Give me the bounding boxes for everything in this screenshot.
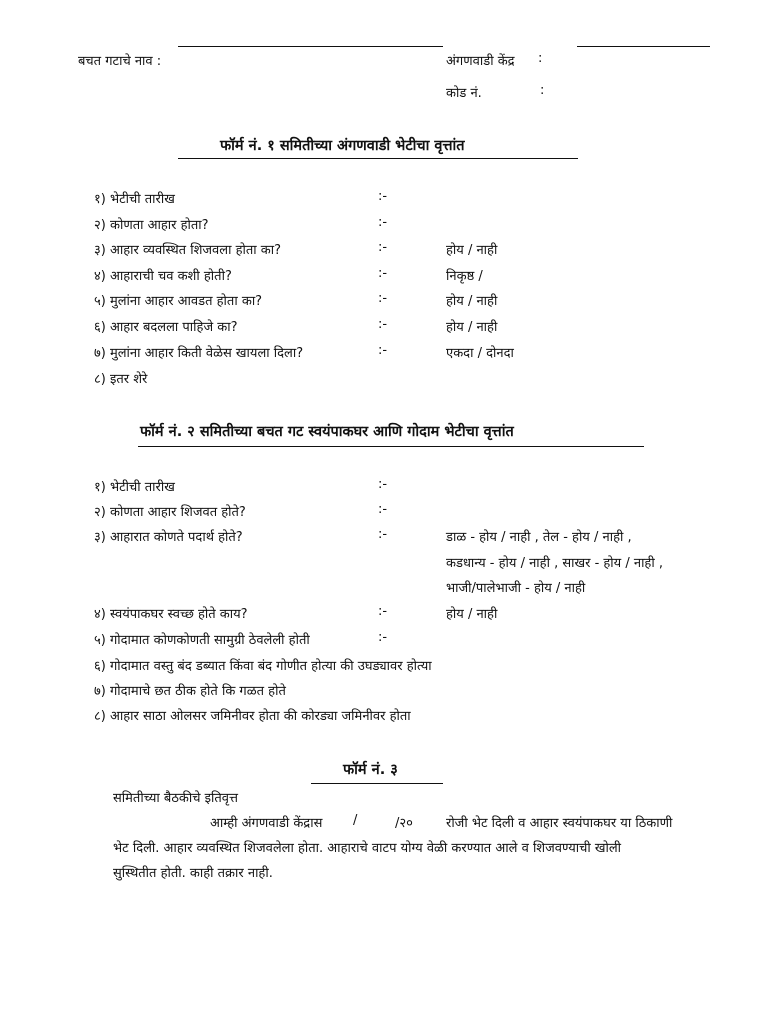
date-year: /२० bbox=[395, 816, 413, 831]
answer-options[interactable]: होय / नाही bbox=[446, 320, 498, 335]
question-text: ६) आहार बदलला पाहिजे का? bbox=[94, 320, 238, 335]
date-separator: / bbox=[353, 813, 358, 828]
anganwadi-field-line[interactable] bbox=[577, 46, 710, 47]
question-text: ३) आहार व्यवस्थित शिजवला होता का? bbox=[94, 243, 282, 258]
row-separator: :- bbox=[378, 477, 388, 492]
group-name-label: बचत गटाचे नाव : bbox=[78, 54, 162, 69]
answer-options[interactable]: एकदा / दोनदा bbox=[446, 346, 514, 361]
question-text: ६) गोदामात वस्तु बंद डब्यात किंवा बंद गोणीत होत्या की उघड्यावर होत्या bbox=[94, 659, 432, 674]
question-text: १) भेटीची तारीख bbox=[94, 480, 175, 495]
form-1-title: फॉर्म नं. १ समितीच्या अंगणवाडी भेटीचा वृत्तांत bbox=[220, 138, 465, 154]
form-3-title: फॉर्म नं. ३ bbox=[343, 762, 398, 778]
question-text: ८) आहार साठा ओलसर जमिनीवर होता की कोरड्या जमिनीवर होता bbox=[94, 709, 411, 724]
minutes-text: रोजी भेट दिली व आहार स्वयंपाकघर या ठिकाणी bbox=[446, 816, 673, 831]
question-text: ४) स्वयंपाकघर स्वच्छ होते काय? bbox=[94, 607, 248, 622]
question-text: ५) गोदामात कोणकोणती सामुग्री ठेवलेली होती bbox=[94, 633, 310, 648]
minutes-text: आम्ही अंगणवाडी केंद्रास bbox=[210, 816, 323, 831]
minutes-text: सुस्थितीत होती. काही तक्रार नाही. bbox=[113, 866, 273, 881]
question-text: ४) आहाराची चव कशी होती? bbox=[94, 269, 232, 284]
row-separator: :- bbox=[378, 630, 388, 645]
answer-options[interactable]: होय / नाही bbox=[446, 243, 498, 258]
row-separator: :- bbox=[378, 266, 388, 281]
anganwadi-label: अंगणवाडी केंद्र bbox=[446, 54, 515, 69]
minutes-text: भेट दिली. आहार व्यवस्थित शिजवलेला होता. आहाराचे वाटप योग्य वेळी करण्यात आले व शिजवण्याची खोली bbox=[113, 841, 622, 856]
row-separator: :- bbox=[378, 502, 388, 517]
anganwadi-colon: : bbox=[538, 51, 543, 66]
question-text: २) कोणता आहार शिजवत होते? bbox=[94, 505, 246, 520]
code-label: कोड नं. bbox=[446, 86, 482, 101]
question-text: २) कोणता आहार होता? bbox=[94, 218, 209, 233]
question-text: ७) मुलांना आहार किती वेळेस खायला दिला? bbox=[94, 346, 304, 361]
question-text: १) भेटीची तारीख bbox=[94, 192, 175, 207]
row-separator: :- bbox=[378, 527, 388, 542]
row-separator: :- bbox=[378, 604, 388, 619]
answer-options[interactable]: होय / नाही bbox=[446, 607, 498, 622]
question-text: ८) इतर शेरे bbox=[94, 372, 148, 387]
form-3-title-underline bbox=[311, 783, 443, 784]
row-separator: :- bbox=[378, 291, 388, 306]
form-3-subtitle: समितीच्या बैठकीचे इतिवृत्त bbox=[113, 791, 238, 806]
form-2-title: फॉर्म नं. २ समितीच्या बचत गट स्वयंपाकघर आणि गोदाम भेटीचा वृत्तांत bbox=[140, 424, 514, 440]
answer-options[interactable]: निकृष्ठ / bbox=[446, 269, 483, 284]
question-text: ५) मुलांना आहार आवडत होता का? bbox=[94, 294, 263, 309]
form-2-title-underline bbox=[138, 446, 644, 447]
answer-options[interactable]: होय / नाही bbox=[446, 294, 498, 309]
answer-options[interactable]: डाळ - होय / नाही , तेल - होय / नाही , bbox=[446, 530, 632, 545]
row-separator: :- bbox=[378, 189, 388, 204]
question-text: ३) आहारात कोणते पदार्थ होते? bbox=[94, 530, 243, 545]
row-separator: :- bbox=[378, 240, 388, 255]
question-text: ७) गोदामाचे छत ठीक होते कि गळत होते bbox=[94, 684, 286, 699]
code-colon: : bbox=[540, 83, 545, 98]
row-separator: :- bbox=[378, 215, 388, 230]
row-separator: :- bbox=[378, 317, 388, 332]
answer-options[interactable]: कडधान्य - होय / नाही , साखर - होय / नाही , bbox=[446, 556, 663, 571]
form-1-title-underline bbox=[178, 158, 578, 159]
answer-options[interactable]: भाजी/पालेभाजी - होय / नाही bbox=[446, 581, 586, 596]
row-separator: :- bbox=[378, 343, 388, 358]
group-name-field-line[interactable] bbox=[178, 46, 443, 47]
